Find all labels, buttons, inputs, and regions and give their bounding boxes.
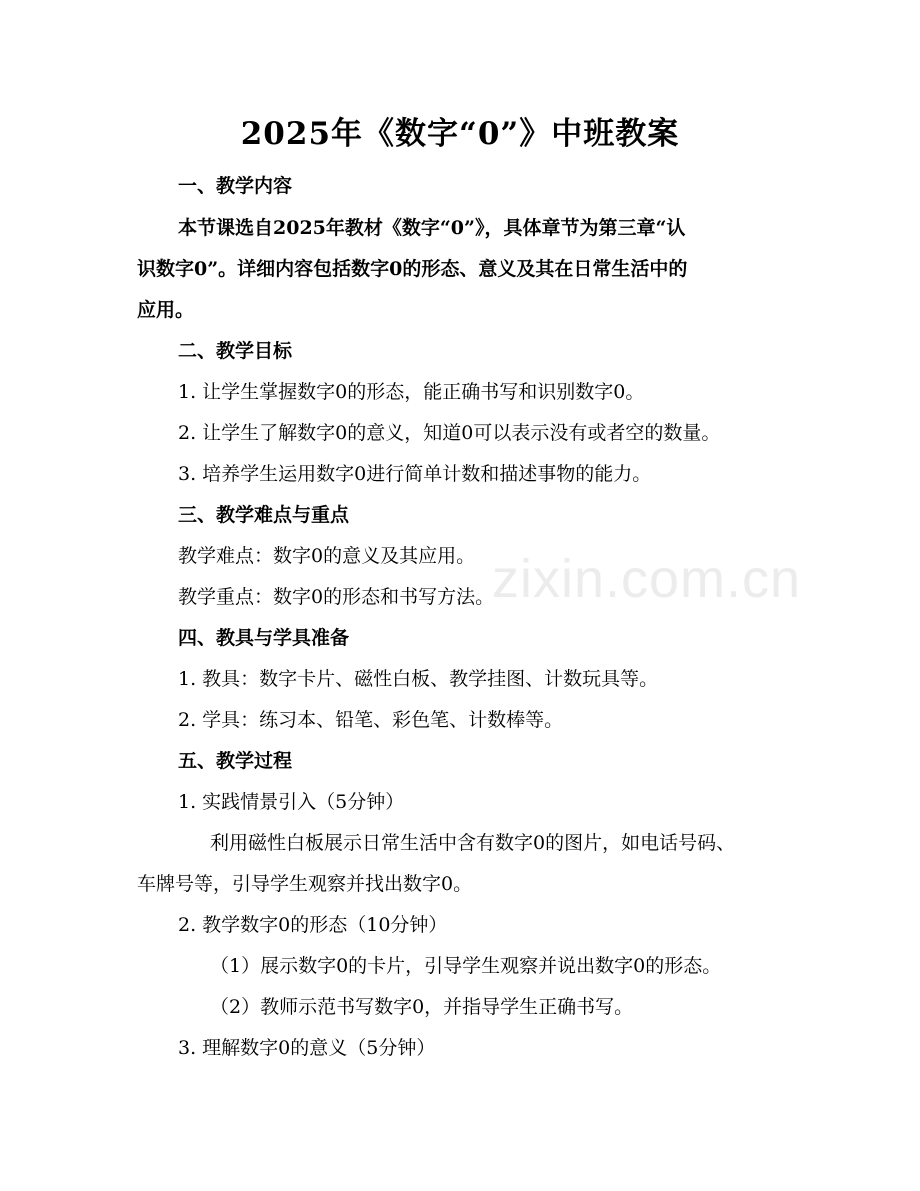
content-paragraph-line-3: 应用。 — [137, 299, 195, 321]
section-heading-materials: 四、教具与学具准备 — [178, 627, 350, 649]
document-title: 2025年《数字“0”》中班教案 — [240, 116, 680, 152]
objective-item-1: 1. 让学生掌握数字0的形态，能正确书写和识别数字0。 — [178, 381, 645, 403]
process-step-3: 3. 理解数字0的意义（5分钟） — [178, 1037, 436, 1059]
process-step-1-paragraph-line-1: 利用磁性白板展示日常生活中含有数字0的图片，如电话号码、 — [210, 832, 736, 854]
content-paragraph-line-2: 识数字0”。详细内容包括数字0的形态、意义及其在日常生活中的 — [137, 258, 688, 280]
difficulty-text: 教学难点：数字0的意义及其应用。 — [178, 545, 476, 567]
process-step-2-sub-1: （1）展示数字0的卡片，引导学生观察并说出数字0的形态。 — [210, 955, 722, 977]
section-heading-objectives: 二、教学目标 — [178, 340, 293, 362]
process-step-1: 1. 实践情景引入（5分钟） — [178, 791, 405, 813]
process-step-2-sub-2: （2）教师示范书写数字0，并指导学生正确书写。 — [210, 996, 634, 1018]
objective-item-3: 3. 培养学生运用数字0进行简单计数和描述事物的能力。 — [178, 463, 652, 485]
watermark: zixin.com.cn — [492, 549, 802, 609]
section-heading-content: 一、教学内容 — [178, 175, 293, 197]
process-step-1-paragraph-line-2: 车牌号等，引导学生观察并找出数字0。 — [137, 873, 473, 895]
section-heading-process: 五、教学过程 — [178, 750, 293, 772]
key-point-text: 教学重点：数字0的形态和书写方法。 — [178, 586, 495, 608]
materials-item-2: 2. 学具：练习本、铅笔、彩色笔、计数棒等。 — [178, 709, 564, 731]
process-step-2: 2. 教学数字0的形态（10分钟） — [178, 914, 448, 936]
materials-item-1: 1. 教具：数字卡片、磁性白板、教学挂图、计数玩具等。 — [178, 668, 659, 690]
content-paragraph-line-1: 本节课选自2025年教材《数字“0”》，具体章节为第三章“认 — [178, 217, 686, 239]
objective-item-2: 2. 让学生了解数字0的意义，知道0可以表示没有或者空的数量。 — [178, 422, 721, 444]
section-heading-difficulty: 三、教学难点与重点 — [178, 504, 350, 526]
